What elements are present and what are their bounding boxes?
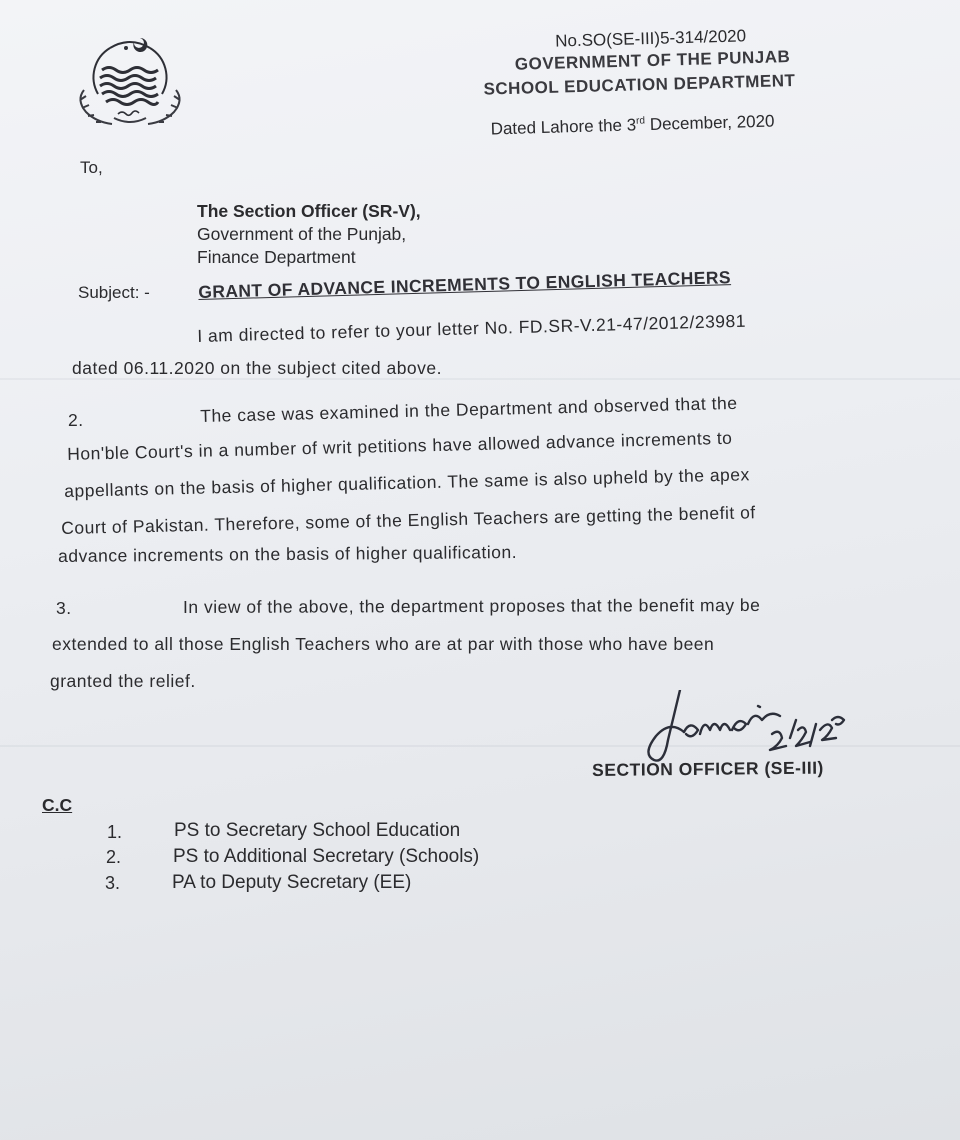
subject-label: Subject: - [78,283,150,302]
paragraph-3-line-3: granted the relief. [50,671,196,691]
cc-item-number: 2. [106,847,122,867]
dated-superscript: rd [635,115,646,127]
addressee-line-2: Government of the Punjab, [197,224,407,244]
subject-text: GRANT OF ADVANCE INCREMENTS TO ENGLISH TEACHERS [198,267,732,302]
paragraph-3-line-2: extended to all those English Teachers who are at par with those who have been [52,634,715,654]
paragraph-1-line-2: dated 06.11.2020 on the subject cited above. [72,358,443,378]
cc-item-text: PS to Additional Secretary (Schools) [173,846,480,867]
paragraph-2-line-1: The case was examined in the Department and observed that the [200,392,738,426]
paragraph-2-line-5: advance increments on the basis of higher qualification. [58,541,518,566]
signatory-title: SECTION OFFICER (SE-III) [592,757,824,780]
dated-prefix: Dated Lahore the 3 [490,115,637,139]
to-label: To, [80,158,103,177]
dated-suffix: December, 2020 [644,111,775,135]
paragraph-1-line-1: I am directed to refer to your letter No. FD.SR-V.21-47/2012/23981 [197,310,747,346]
government-title: GOVERNMENT OF THE PUNJAB [514,47,791,74]
addressee-line-1: The Section Officer (SR-V), [197,201,421,221]
cc-item-number: 1. [107,822,123,842]
paragraph-2-line-4: Court of Pakistan. Therefore, some of the English Teachers are getting the benefit of [61,502,756,538]
punjab-emblem-icon [70,30,190,135]
paragraph-2-number: 2. [68,410,84,430]
cc-item-text: PS to Secretary School Education [174,820,461,841]
cc-item-number: 3. [105,873,121,893]
reference-number: No.SO(SE-III)5-314/2020 [554,26,747,51]
paragraph-3-number: 3. [56,598,72,618]
paragraph-2-line-2: Hon'ble Court's in a number of writ petitions have allowed advance increments to [67,427,733,464]
paragraph-2-line-3: appellants on the basis of higher qualification. The same is also upheld by the apex [64,464,751,501]
addressee-line-3: Finance Department [197,247,356,267]
paragraph-3-line-1: In view of the above, the department proposes that the benefit may be [183,594,761,617]
dated-line [490,112,774,140]
cc-item-text: PA to Deputy Secretary (EE) [172,872,412,893]
department-title: SCHOOL EDUCATION DEPARTMENT [483,70,796,99]
letter-header [470,23,860,139]
cc-label: C.C [42,795,73,815]
addressee-block [197,200,421,269]
